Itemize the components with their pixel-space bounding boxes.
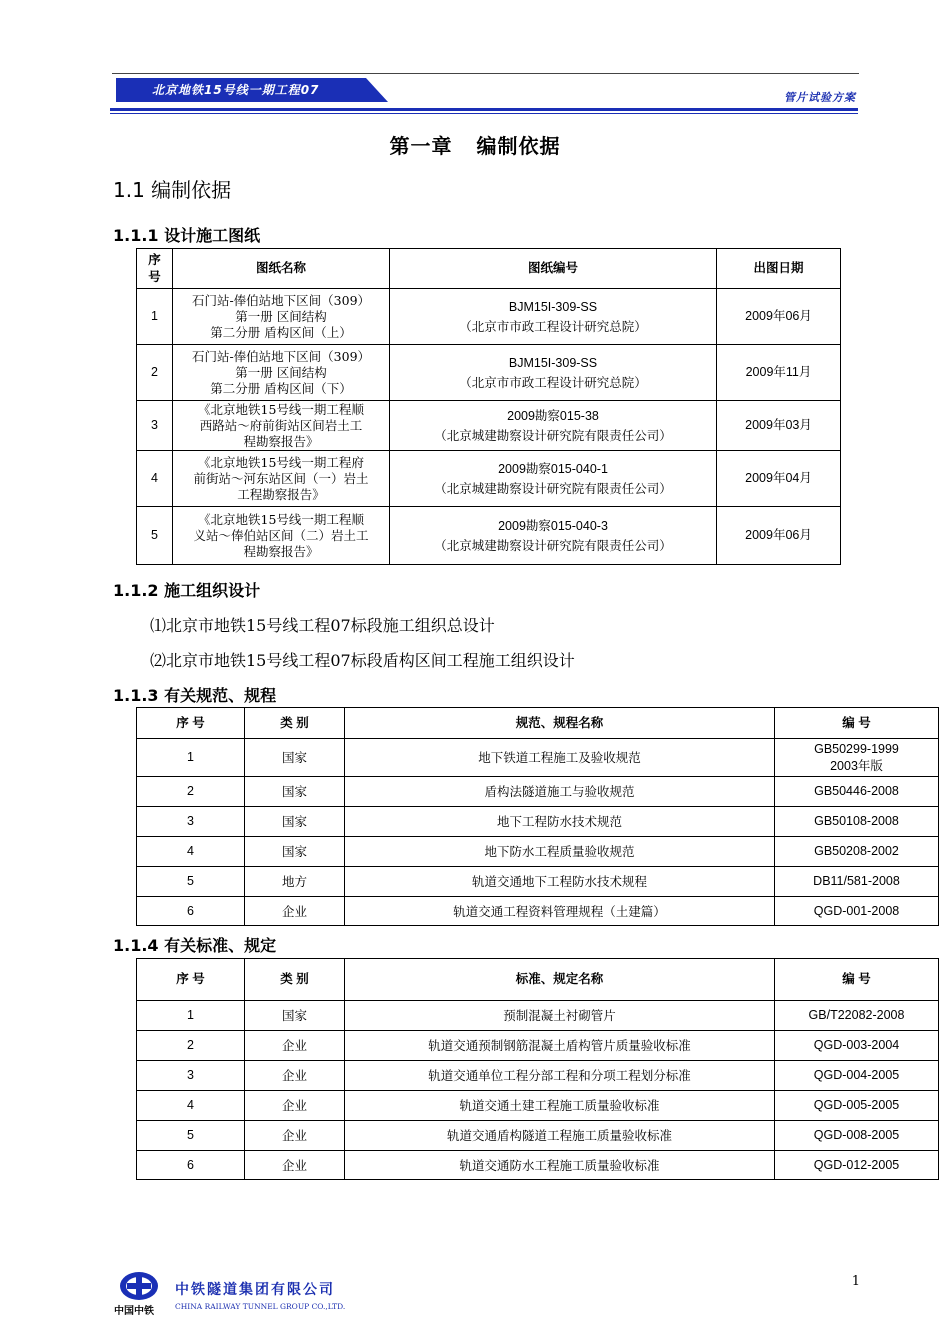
drawing-code: 2009勘察015-040-1 (498, 461, 608, 476)
table-row (137, 739, 939, 777)
table-row (137, 867, 939, 897)
table-row (137, 1031, 939, 1061)
drawing-code: 2009勘察015-040-3 (498, 518, 608, 533)
cell-type: 国家 (245, 837, 345, 867)
table-row (137, 897, 939, 926)
cell-seq: 5 (137, 1121, 245, 1151)
code-text: QGD-005-2005 (813, 1098, 900, 1112)
cell-seq: 6 (137, 1151, 245, 1180)
drawing-org: （北京城建勘察设计研究院有限责任公司） (434, 480, 672, 496)
code-text: GB50108-2008 (814, 814, 899, 828)
header-seq: 序 号 (137, 708, 245, 739)
chapter-number: 第一章 (389, 134, 453, 158)
drawing-org: （北京市市政工程设计研究总院） (459, 318, 647, 334)
cell-code (775, 777, 939, 807)
drawing-name-line: 《北京地铁15号线一期工程顺 (198, 401, 364, 417)
code-text: QGD-012-2005 (813, 1157, 900, 1172)
section-heading-1-1-1: 1.1.1 设计施工图纸 (113, 226, 261, 245)
header-rule-thick (110, 108, 858, 111)
cell-drawing-code (390, 289, 717, 345)
cell-seq: 4 (137, 1091, 245, 1121)
code-text: GB50299-1999 (814, 741, 899, 756)
cell-issue-date: 2009年06月 (717, 289, 841, 345)
cell-type: 企业 (245, 1061, 345, 1091)
code-text: QGD-003-2004 (813, 1038, 900, 1052)
drawing-name-line: 《北京地铁15号线一期工程府 (198, 454, 364, 470)
header-drawing-code: 图纸编号 (390, 249, 717, 289)
table-row (137, 507, 841, 565)
specs-table (136, 707, 939, 926)
drawing-org: （北京城建勘察设计研究院有限责任公司） (434, 427, 672, 443)
cell-type: 企业 (245, 1031, 345, 1061)
table-row (137, 1151, 939, 1180)
table-row (137, 345, 841, 401)
cell-name: 轨道交通工程资料管理规程（土建篇） (345, 897, 775, 926)
code-text: QGD-001-2008 (813, 903, 900, 918)
cell-type: 企业 (245, 897, 345, 926)
section-heading-1-1-3: 1.1.3 有关规范、规程 (113, 686, 277, 705)
header-issue-date: 出图日期 (717, 249, 841, 289)
cell-seq: 3 (137, 1061, 245, 1091)
cell-type: 地方 (245, 867, 345, 897)
cell-seq: 6 (137, 897, 245, 926)
section-heading-1-1: 1.1 编制依据 (113, 178, 232, 202)
drawings-table (136, 248, 841, 565)
cell-issue-date: 2009年03月 (717, 401, 841, 451)
table-row (137, 1001, 939, 1031)
code-text: QGD-008-2005 (813, 1128, 900, 1142)
header-seq: 序号 (137, 249, 173, 289)
table-row (137, 807, 939, 837)
cell-type: 国家 (245, 777, 345, 807)
drawing-name-line: 石门站-俸伯站地下区间（309） (191, 348, 371, 364)
cell-name: 轨道交通单位工程分部工程和分项工程划分标准 (345, 1061, 775, 1091)
cell-seq: 1 (137, 739, 245, 777)
cell-seq: 1 (137, 1001, 245, 1031)
cell-code (775, 1151, 939, 1180)
cell-name: 轨道交通防水工程施工质量验收标准 (345, 1151, 775, 1180)
cell-drawing-code (390, 451, 717, 507)
cell-code (775, 807, 939, 837)
code-text: QGD-004-2005 (813, 1068, 900, 1082)
drawing-name-line: 《北京地铁15号线一期工程顺 (198, 511, 364, 527)
section-heading-1-1-4: 1.1.4 有关标准、规定 (113, 936, 277, 955)
cell-name: 预制混凝土衬砌管片 (345, 1001, 775, 1031)
cell-issue-date: 2009年11月 (717, 345, 841, 401)
table-header-row (137, 959, 939, 1001)
drawing-name-line: 前街站～河东站区间（一）岩土 (193, 470, 369, 486)
header-project-title: 北京地铁15号线一期工程07 (152, 83, 320, 97)
cell-name: 地下铁道工程施工及验收规范 (345, 739, 775, 777)
drawing-name-line: 工程勘察报告》 (237, 486, 325, 502)
header-seq: 序 号 (137, 959, 245, 1001)
drawing-code: 2009勘察015-38 (507, 408, 599, 423)
header-spec-name: 规范、规程名称 (345, 708, 775, 739)
cell-code (775, 897, 939, 926)
company-name-en: CHINA RAILWAY TUNNEL GROUP CO.,LTD. (175, 1302, 346, 1311)
cell-code (775, 1121, 939, 1151)
page-number: 1 (851, 1274, 860, 1289)
header-banner (116, 78, 388, 102)
drawing-code: BJM15I-309-SS (508, 299, 598, 314)
cell-issue-date: 2009年06月 (717, 507, 841, 565)
code-edition: 2003年版 (830, 758, 883, 773)
code-text: GB50446-2008 (814, 784, 899, 798)
cell-seq: 3 (137, 401, 173, 451)
cell-code (775, 867, 939, 897)
cell-name: 盾构法隧道施工与验收规范 (345, 777, 775, 807)
cell-drawing-name (173, 401, 390, 451)
header-top-rule (112, 73, 859, 74)
cell-name: 轨道交通预制钢筋混凝土盾构管片质量验收标准 (345, 1031, 775, 1061)
cell-type: 国家 (245, 1001, 345, 1031)
drawing-name-line: 西路站～府前街站区间岩土工 (199, 417, 363, 433)
table-row (137, 451, 841, 507)
table-row (137, 401, 841, 451)
header-code: 编 号 (775, 708, 939, 739)
org-design-item: ⑴北京市地铁15号线工程07标段施工组织总设计 (150, 616, 495, 635)
cell-drawing-name (173, 451, 390, 507)
code-text: GB/T22082-2008 (808, 1008, 905, 1022)
cell-type: 企业 (245, 1121, 345, 1151)
chapter-name: 编制依据 (476, 134, 561, 158)
company-logo-icon (118, 1271, 160, 1301)
logo-caption: 中国中铁 (114, 1306, 154, 1317)
table-row (137, 289, 841, 345)
code-text: GB50208-2002 (814, 844, 899, 858)
org-design-item: ⑵北京市地铁15号线工程07标段盾构区间工程施工组织设计 (150, 651, 575, 670)
cell-type: 国家 (245, 739, 345, 777)
cell-type: 国家 (245, 807, 345, 837)
cell-seq: 2 (137, 1031, 245, 1061)
header-rule-thin (110, 113, 858, 114)
cell-seq: 2 (137, 777, 245, 807)
cell-issue-date: 2009年04月 (717, 451, 841, 507)
drawing-name-line: 程勘察报告》 (243, 543, 319, 559)
company-name-cn: 中铁隧道集团有限公司 (175, 1282, 335, 1298)
code-text: DB11/581-2008 (813, 874, 900, 888)
cell-seq: 3 (137, 807, 245, 837)
header-drawing-name: 图纸名称 (173, 249, 390, 289)
drawing-name-line: 程勘察报告》 (243, 433, 319, 449)
cell-seq: 5 (137, 507, 173, 565)
cell-seq: 1 (137, 289, 173, 345)
drawing-name-line: 石门站-俸伯站地下区间（309） (191, 292, 371, 308)
cell-name: 地下防水工程质量验收规范 (345, 837, 775, 867)
cell-drawing-name (173, 289, 390, 345)
header-standard-name: 标准、规定名称 (345, 959, 775, 1001)
header-type: 类 别 (245, 708, 345, 739)
cell-seq: 5 (137, 867, 245, 897)
drawing-name-line: 第二分册 盾构区间（上） (210, 324, 352, 340)
standards-table (136, 958, 939, 1180)
table-row (137, 1061, 939, 1091)
table-header-row (137, 249, 841, 289)
drawing-name-line: 义站～俸伯站区间（二）岩土工 (193, 527, 369, 543)
header-code: 编 号 (775, 959, 939, 1001)
drawing-name-line: 第一册 区间结构 (235, 308, 327, 324)
cell-name: 轨道交通土建工程施工质量验收标准 (345, 1091, 775, 1121)
cell-drawing-name (173, 345, 390, 401)
cell-name: 地下工程防水技术规范 (345, 807, 775, 837)
cell-code (775, 1091, 939, 1121)
cell-code (775, 1001, 939, 1031)
cell-type: 企业 (245, 1091, 345, 1121)
cell-seq: 4 (137, 837, 245, 867)
cell-code (775, 739, 939, 777)
drawing-name-line: 第二分册 盾构区间（下） (210, 380, 352, 396)
table-header-row (137, 708, 939, 739)
drawing-org: （北京市市政工程设计研究总院） (459, 374, 647, 390)
cell-name: 轨道交通盾构隧道工程施工质量验收标准 (345, 1121, 775, 1151)
cell-type: 企业 (245, 1151, 345, 1180)
drawing-name-line: 第一册 区间结构 (235, 364, 327, 380)
table-row (137, 777, 939, 807)
table-row (137, 1091, 939, 1121)
chapter-title (0, 130, 950, 159)
cell-drawing-code (390, 345, 717, 401)
cell-code (775, 1061, 939, 1091)
cell-drawing-code (390, 401, 717, 451)
header-doc-title: 管片试验方案 (784, 91, 856, 104)
drawing-org: （北京城建勘察设计研究院有限责任公司） (434, 537, 672, 553)
header-type: 类 别 (245, 959, 345, 1001)
section-heading-1-1-2: 1.1.2 施工组织设计 (113, 581, 261, 600)
cell-code (775, 1031, 939, 1061)
cell-drawing-name (173, 507, 390, 565)
table-row (137, 1121, 939, 1151)
cell-seq: 4 (137, 451, 173, 507)
cell-seq: 2 (137, 345, 173, 401)
table-row (137, 837, 939, 867)
drawing-code: BJM15I-309-SS (508, 355, 598, 370)
cell-code (775, 837, 939, 867)
cell-drawing-code (390, 507, 717, 565)
cell-name: 轨道交通地下工程防水技术规程 (345, 867, 775, 897)
